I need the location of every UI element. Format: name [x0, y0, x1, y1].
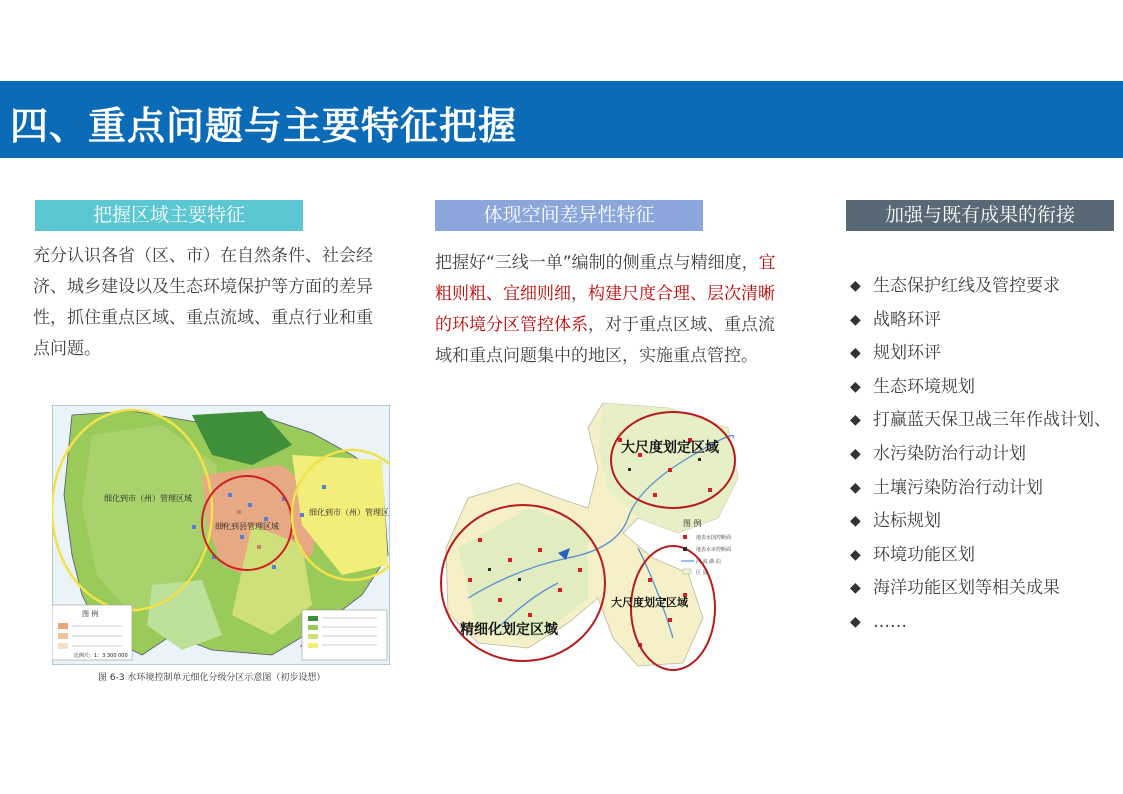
list-item: ◆ 生态环境规划 [848, 371, 1123, 405]
paragraph-regional-features: 充分认识各省（区、市）在自然条件、社会经济、城乡建设以及生态环境保护等方面的差异性，抓住重点区域、重点流域、重点行业和重点问题。 [33, 246, 373, 359]
para2-part-a: 把握好“三线一单”编制的侧重点与精细度， [435, 253, 759, 273]
existing-results-list [848, 270, 1123, 640]
list-item: ◆ 战略环评 [848, 304, 1123, 338]
list-item: ◆ 土壤污染防治行动计划 [848, 472, 1123, 506]
map1-legend-title: 图 例 [82, 610, 99, 618]
diamond-bullet-icon: ◆ [850, 479, 861, 496]
map2-label-large-south: 大尺度划定区域 [611, 596, 688, 609]
diamond-bullet-icon: ◆ [850, 546, 861, 563]
list-item: ◆ 环境功能区划 [848, 539, 1123, 573]
map2-label-refined: 精细化划定区域 [460, 622, 558, 638]
diamond-bullet-icon: ◆ [850, 345, 861, 362]
diamond-bullet-icon: ◆ [850, 445, 861, 462]
paragraph-spatial-differences [435, 248, 780, 372]
diamond-bullet-icon: ◆ [850, 378, 861, 395]
title-bar [0, 81, 1123, 158]
map1-label-county: 细化到县管理区域 [215, 522, 279, 531]
water-control-zoning-map [52, 405, 390, 665]
map2-legend-item: 河 流 湖 泊 [696, 559, 721, 565]
para2-part-c: ， [571, 284, 588, 304]
map1-label-city-east: 细化到市（州）管理区 [309, 508, 389, 517]
list-item: ◆ 打赢蓝天保卫战三年作战计划、 [848, 404, 1123, 438]
map1-caption: 图 6-3 水环境控制单元细化分级分区示意图（初步设想） [98, 673, 326, 683]
diamond-bullet-icon: ◆ [850, 513, 861, 530]
para2-emphasis-2: 构建尺度合理、层次清晰的环境分区管控体系 [435, 284, 775, 335]
diamond-bullet-icon: ◆ [850, 580, 861, 597]
page-title: 四、重点问题与主要特征把握 [10, 104, 518, 148]
map2-legend-item: 地表水国控断面 [696, 535, 732, 541]
diamond-bullet-icon: ◆ [850, 613, 861, 630]
section-tag-regional-features: 把握区域主要特征 [35, 200, 303, 231]
para2-emphasis-1: 宜粗则粗、宜细则细 [435, 253, 776, 304]
map2-legend-item: 地表水市控断面 [696, 547, 732, 553]
list-item: ◆ …… [848, 606, 1123, 640]
map2-legend-title: 图 例 [683, 519, 702, 528]
list-item: ◆ 海洋功能区划等相关成果 [848, 572, 1123, 606]
diamond-bullet-icon: ◆ [850, 278, 861, 294]
diamond-bullet-icon: ◆ [850, 412, 861, 429]
list-item: ◆ 水污染防治行动计划 [848, 438, 1123, 472]
map2-legend-item: 区 县 [696, 570, 708, 576]
zoning-scale-map [438, 398, 748, 673]
section-tag-spatial-differences: 体现空间差异性特征 [435, 200, 703, 231]
section-tag-existing-results: 加强与既有成果的衔接 [846, 200, 1114, 231]
map1-label-city: 细化到市（州）管理区域 [104, 494, 192, 503]
list-item: ◆ 规划环评 [848, 337, 1123, 371]
list-item: ◆ 达标规划 [848, 505, 1123, 539]
diamond-bullet-icon: ◆ [850, 311, 861, 328]
map2-label-large-north: 大尺度划定区域 [621, 440, 719, 456]
map1-scale: 比例尺：1：3 300 000 [74, 653, 128, 659]
para2-part-e: ，对于重点区域、重点流域和重点问题集中的地区，实施重点管控。 [435, 315, 775, 366]
list-item: ◆ 生态保护红线及管控要求 [848, 270, 1123, 304]
